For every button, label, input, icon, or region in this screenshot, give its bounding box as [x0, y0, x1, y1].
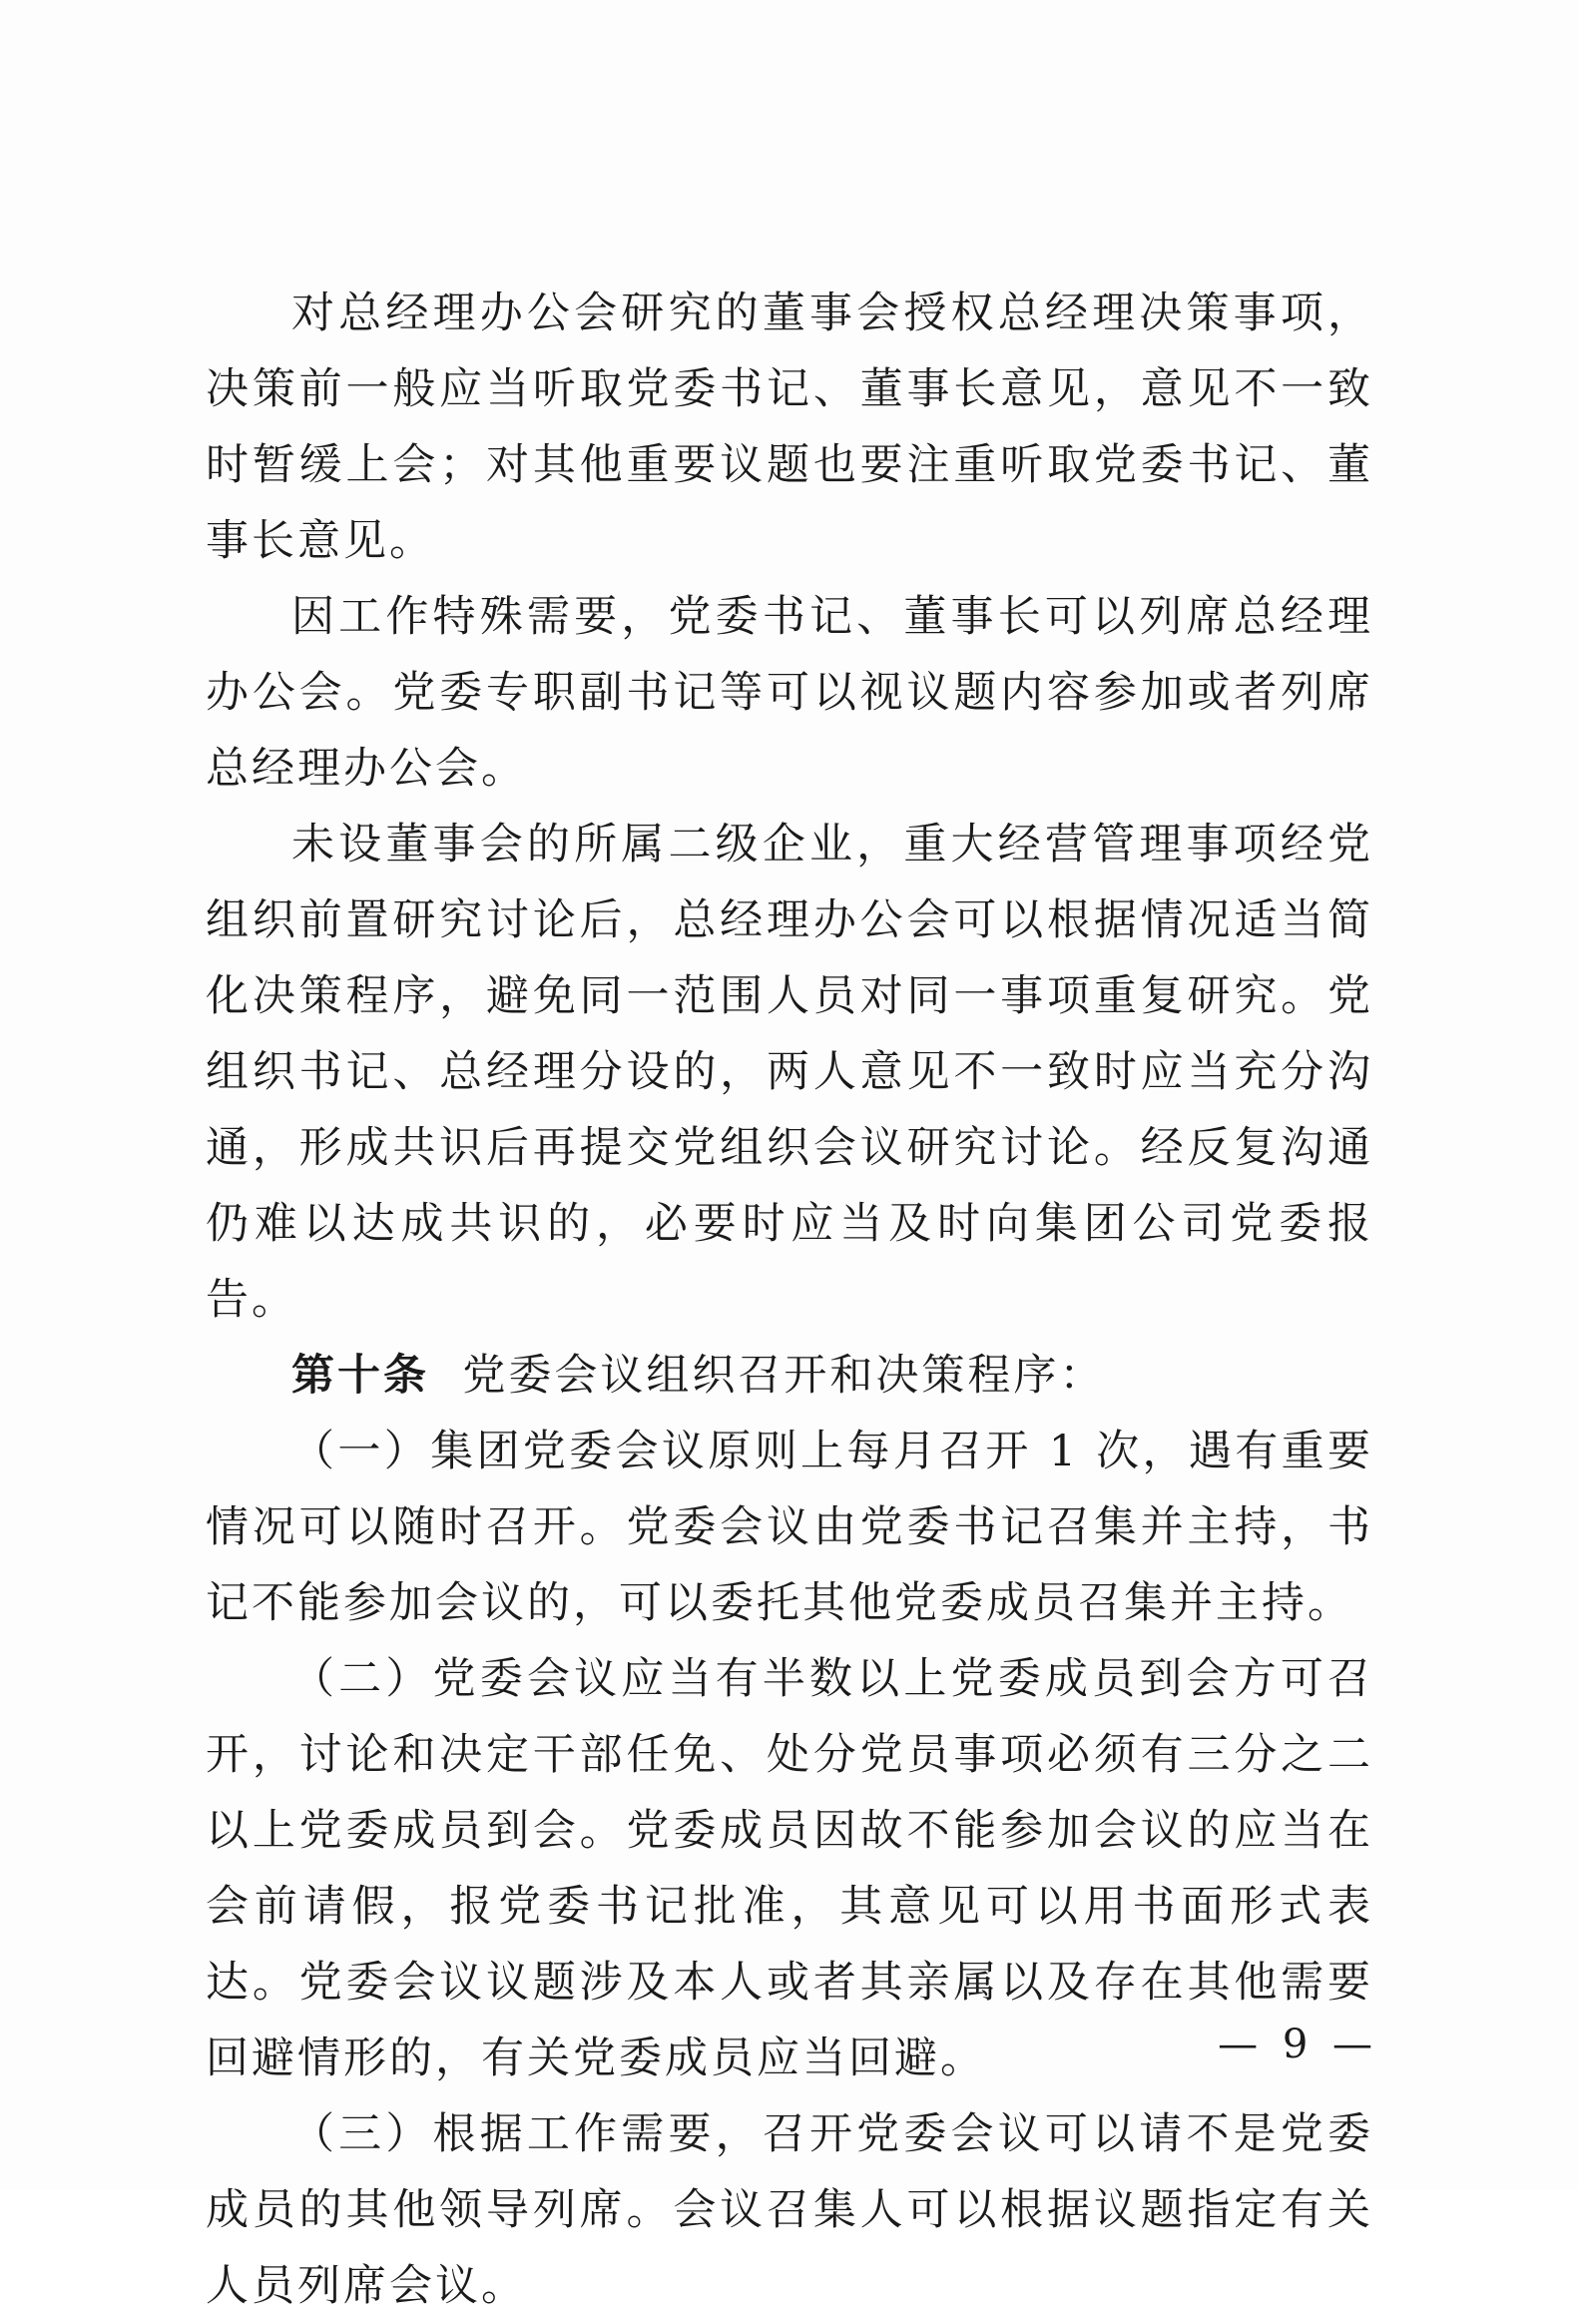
article-heading: 第十条	[291, 1351, 429, 1401]
article-title: 党委会议组织召开和决策程序：	[462, 1351, 1106, 1401]
clause-one: （一）集团党委会议原则上每月召开 1 次，遇有重要情况可以随时召开。党委会议由党委书记召集并主持，书记不能参加会议的，可以委托其他党委成员召集并主持。	[206, 1427, 1373, 1628]
clause-two: （二）党委会议应当有半数以上党委成员到会方可召开，讨论和决定干部任免、处分党员事项必须有三分之二以上党委成员到会。党委成员因故不能参加会议的应当在会前请假，报党委书记批准，其意见可以用书面形式表达。党委会议议题涉及本人或者其亲属以及存在其他需要回避情形的，有关党委成员应当回避。	[206, 1654, 1373, 2083]
article-ten	[206, 1338, 1373, 1414]
paragraph-secondary-enterprises: 未设董事会的所属二级企业，重大经营管理事项经党组织前置研究讨论后，总经理办公会可以根据情况适当简化决策程序，避免同一范围人员对同一事项重复研究。党组织书记、总经理分设的，两人意见不一致时应当充分沟通，形成共识后再提交党组织会议研究讨论。经反复沟通仍难以达成共识的，必要时应当及时向集团公司党委报告。	[206, 820, 1373, 1325]
paragraph-attendance: 因工作特殊需要，党委书记、董事长可以列席总经理办公会。党委专职副书记等可以视议题内容参加或者列席总经理办公会。	[206, 592, 1373, 794]
paragraph-decision-consultation: 对总经理办公会研究的董事会授权总经理决策事项，决策前一般应当听取党委书记、董事长意见，意见不一致时暂缓上会；对其他重要议题也要注重听取党委书记、董事长意见。	[206, 289, 1373, 566]
clause-three: （三）根据工作需要，召开党委会议可以请不是党委成员的其他领导列席。会议召集人可以根据议题指定有关人员列席会议。	[206, 2109, 1373, 2311]
article-spacer	[429, 1351, 462, 1401]
page-number: — 9 —	[1218, 2022, 1378, 2067]
document-body	[206, 276, 1373, 2324]
